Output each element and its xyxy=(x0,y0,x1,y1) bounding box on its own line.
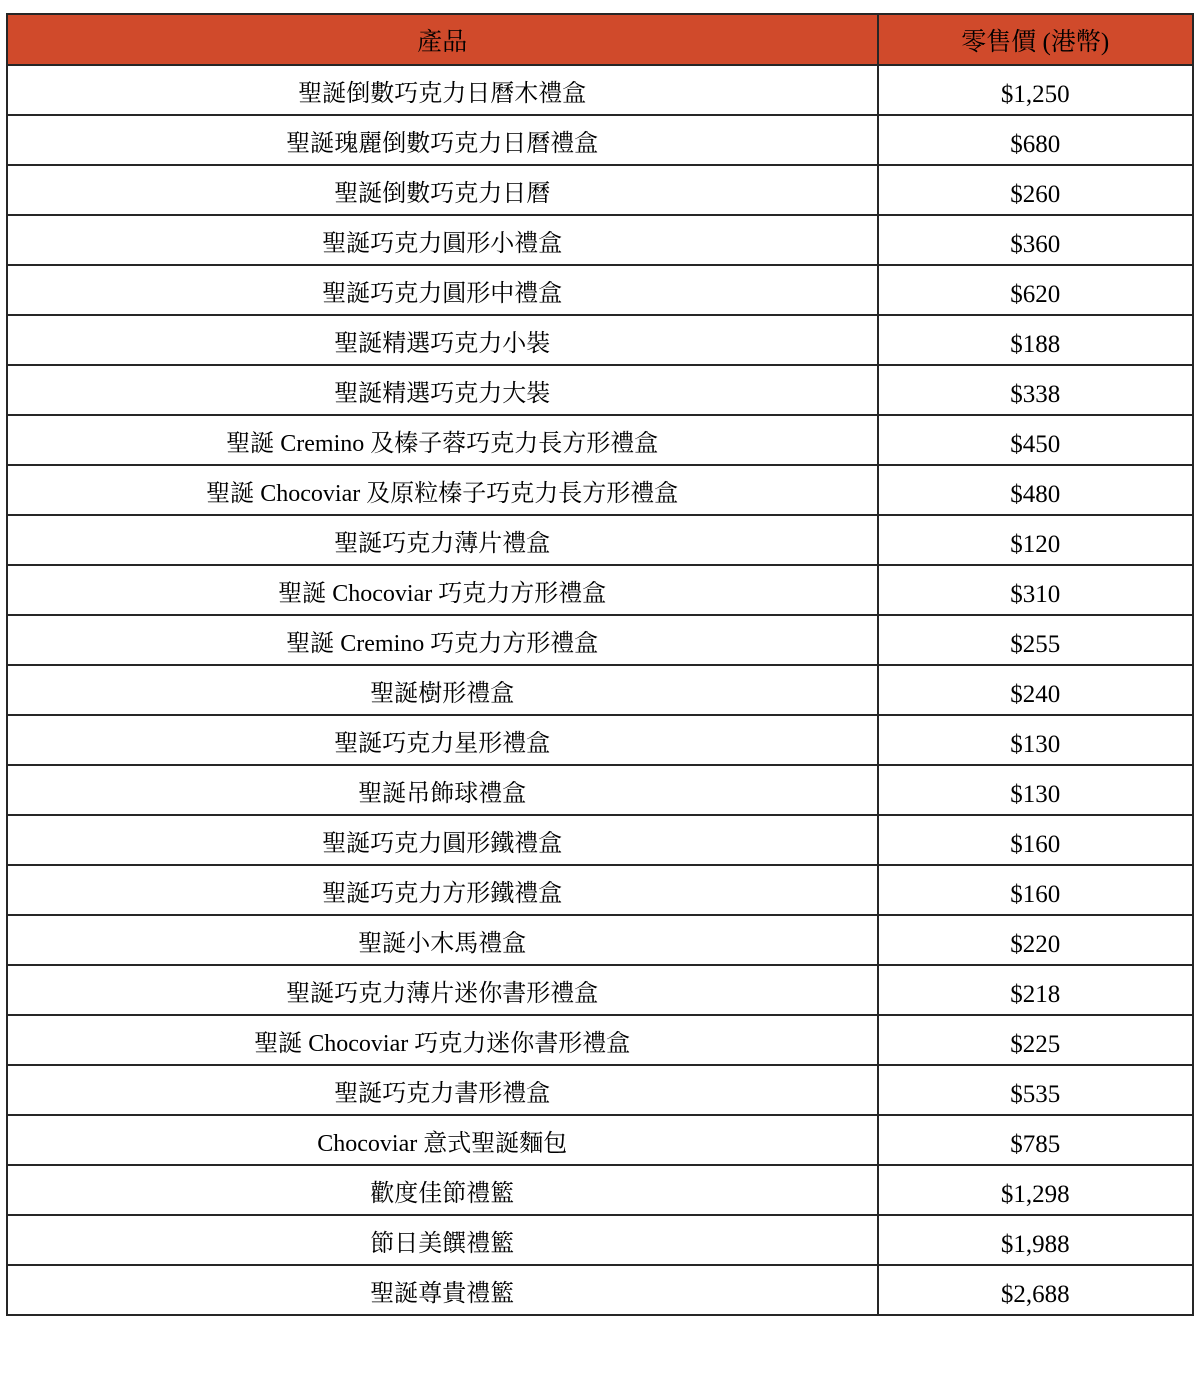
table-body xyxy=(7,65,1193,1315)
product-cell: 聖誕巧克力書形禮盒 xyxy=(7,1065,878,1115)
table-row xyxy=(7,565,1193,615)
product-cell: 聖誕巧克力圓形小禮盒 xyxy=(7,215,878,265)
product-cell: 聖誕巧克力薄片禮盒 xyxy=(7,515,878,565)
table-row xyxy=(7,1015,1193,1065)
price-cell: $338 xyxy=(878,365,1193,415)
table-row xyxy=(7,865,1193,915)
price-cell: $240 xyxy=(878,665,1193,715)
price-cell: $620 xyxy=(878,265,1193,315)
product-cell: 聖誕巧克力星形禮盒 xyxy=(7,715,878,765)
price-cell: $130 xyxy=(878,765,1193,815)
table-row xyxy=(7,215,1193,265)
price-cell: $680 xyxy=(878,115,1193,165)
product-cell: 歡度佳節禮籃 xyxy=(7,1165,878,1215)
price-cell: $1,298 xyxy=(878,1165,1193,1215)
product-cell: 聖誕 Chocoviar 巧克力迷你書形禮盒 xyxy=(7,1015,878,1065)
price-cell: $160 xyxy=(878,865,1193,915)
price-cell: $255 xyxy=(878,615,1193,665)
table-row xyxy=(7,765,1193,815)
product-cell: 聖誕巧克力薄片迷你書形禮盒 xyxy=(7,965,878,1015)
price-cell: $310 xyxy=(878,565,1193,615)
header-row xyxy=(7,14,1193,65)
table-row xyxy=(7,1265,1193,1315)
price-cell: $220 xyxy=(878,915,1193,965)
price-cell: $160 xyxy=(878,815,1193,865)
table-row xyxy=(7,1215,1193,1265)
price-cell: $260 xyxy=(878,165,1193,215)
table-row xyxy=(7,115,1193,165)
table-head xyxy=(7,14,1193,65)
product-cell: 節日美饌禮籃 xyxy=(7,1215,878,1265)
product-cell: 聖誕倒數巧克力日曆 xyxy=(7,165,878,215)
table-row xyxy=(7,1065,1193,1115)
price-cell: $1,250 xyxy=(878,65,1193,115)
price-cell: $450 xyxy=(878,415,1193,465)
price-cell: $120 xyxy=(878,515,1193,565)
product-cell: 聖誕精選巧克力小裝 xyxy=(7,315,878,365)
product-cell: 聖誕巧克力圓形鐵禮盒 xyxy=(7,815,878,865)
table-row xyxy=(7,515,1193,565)
price-cell: $1,988 xyxy=(878,1215,1193,1265)
product-cell: 聖誕小木馬禮盒 xyxy=(7,915,878,965)
price-cell: $218 xyxy=(878,965,1193,1015)
price-cell: $785 xyxy=(878,1115,1193,1165)
table-row xyxy=(7,465,1193,515)
price-cell: $188 xyxy=(878,315,1193,365)
table-row xyxy=(7,415,1193,465)
price-cell: $2,688 xyxy=(878,1265,1193,1315)
table-row xyxy=(7,365,1193,415)
table-row xyxy=(7,265,1193,315)
price-cell: $480 xyxy=(878,465,1193,515)
price-cell: $225 xyxy=(878,1015,1193,1065)
table-row xyxy=(7,1165,1193,1215)
product-cell: 聖誕 Cremino 巧克力方形禮盒 xyxy=(7,615,878,665)
table-row xyxy=(7,315,1193,365)
table-row xyxy=(7,815,1193,865)
product-cell: 聖誕尊貴禮籃 xyxy=(7,1265,878,1315)
product-cell: Chocoviar 意式聖誕麵包 xyxy=(7,1115,878,1165)
product-cell: 聖誕瑰麗倒數巧克力日曆禮盒 xyxy=(7,115,878,165)
price-table xyxy=(6,13,1194,1316)
table-row xyxy=(7,715,1193,765)
product-cell: 聖誕 Cremino 及榛子蓉巧克力長方形禮盒 xyxy=(7,415,878,465)
product-cell: 聖誕倒數巧克力日曆木禮盒 xyxy=(7,65,878,115)
product-cell: 聖誕巧克力圓形中禮盒 xyxy=(7,265,878,315)
table-row xyxy=(7,965,1193,1015)
table-row xyxy=(7,915,1193,965)
table-row xyxy=(7,615,1193,665)
product-cell: 聖誕精選巧克力大裝 xyxy=(7,365,878,415)
table-row xyxy=(7,665,1193,715)
table-header-product: 產品 xyxy=(7,14,878,65)
table-row xyxy=(7,65,1193,115)
product-cell: 聖誕樹形禮盒 xyxy=(7,665,878,715)
table-header-price: 零售價 (港幣) xyxy=(878,14,1193,65)
product-cell: 聖誕 Chocoviar 及原粒榛子巧克力長方形禮盒 xyxy=(7,465,878,515)
product-cell: 聖誕巧克力方形鐵禮盒 xyxy=(7,865,878,915)
product-cell: 聖誕 Chocoviar 巧克力方形禮盒 xyxy=(7,565,878,615)
product-cell: 聖誕吊飾球禮盒 xyxy=(7,765,878,815)
price-cell: $535 xyxy=(878,1065,1193,1115)
price-cell: $360 xyxy=(878,215,1193,265)
table-row xyxy=(7,165,1193,215)
price-cell: $130 xyxy=(878,715,1193,765)
table-row xyxy=(7,1115,1193,1165)
